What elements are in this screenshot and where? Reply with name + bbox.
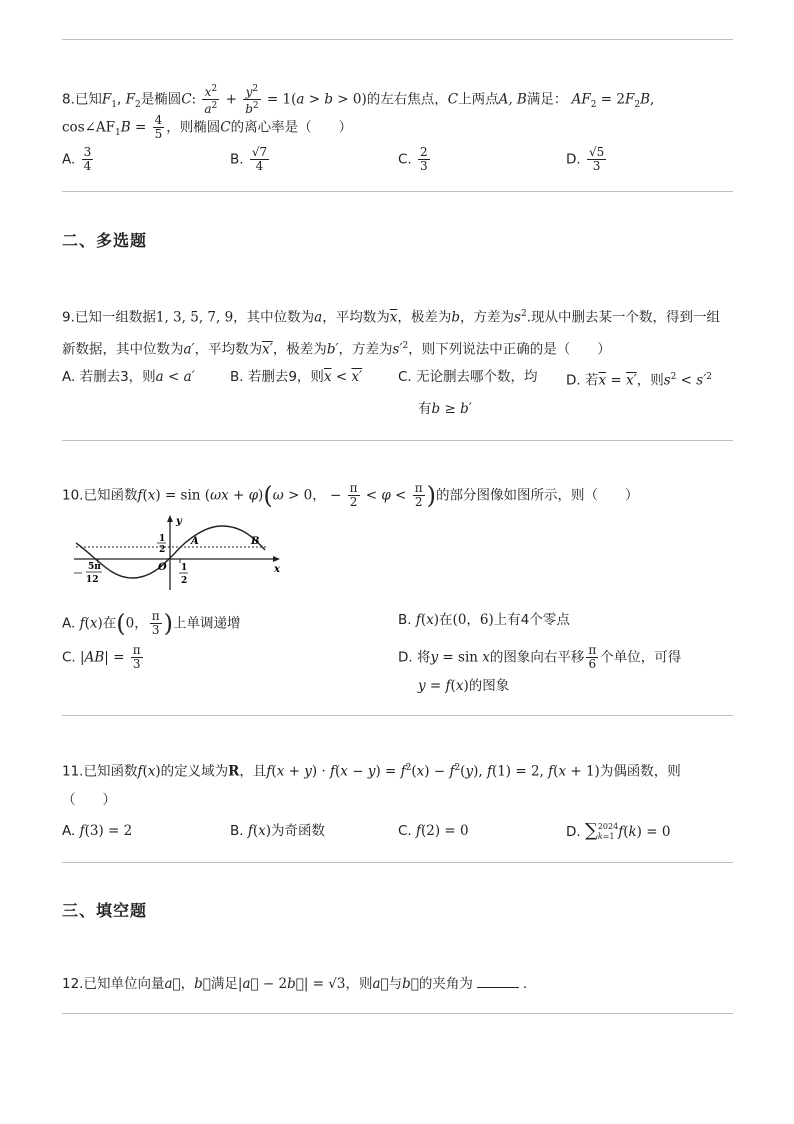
divider-q12 xyxy=(62,1013,733,1014)
q9-line2: 新数据，其中位数为a′，平均数为x′，极差为b′，方差为$s'^2$，则下列说法中正确的是（ ） xyxy=(62,341,611,358)
q9-option-c[interactable]: C. 无论删去哪个数，均 xyxy=(398,369,538,385)
q8-line1: 8.已知$F_1$, $F_2$是椭圆C: $\frac{x^2}{a^2}$ + $\frac{y^2}{b^2}$ = 1(a > b > 0)的左右焦点，C上两点A, B满足： $AF_2 = 2F_2B$, xyxy=(62,84,655,116)
q8-option-a[interactable]: A. $\frac{3}{4}$ xyxy=(62,145,92,173)
x-axis-arrow xyxy=(273,556,280,562)
y-axis-arrow xyxy=(167,515,173,522)
origin-label: O xyxy=(158,562,167,573)
point-b-label: B xyxy=(251,536,260,547)
q11-line1: 11.已知函数f(x)的定义域为R，且$f(x + y) \cdot f(x - y) = f^2(x) - f^2(y)$, f(1) = 2, f(x + 1)为偶函数，则 xyxy=(62,763,681,780)
divider-q10 xyxy=(62,715,733,716)
q8-option-c[interactable]: C. $\frac{2}{3}$ xyxy=(398,145,428,173)
q11-option-c[interactable]: C. f(2) = 0 xyxy=(398,823,469,839)
q8-option-b[interactable]: B. $\frac{√7}{4}$ xyxy=(230,145,268,173)
q10-option-b[interactable]: B. f(x)在(0，6)上有4个零点 xyxy=(398,612,570,628)
point-a-label: A xyxy=(191,536,199,547)
q12-line1: 12.已知单位向量a⃗，b⃗满足|a⃗ − 2b⃗| = √3，则a⃗与b⃗的夹角为 . xyxy=(62,973,527,994)
q11-option-a[interactable]: A. f(3) = 2 xyxy=(62,823,133,839)
pos-tick-num: 1 xyxy=(181,563,188,573)
neg-tick-num: 5π xyxy=(88,562,101,572)
q9-option-b[interactable]: B. 若删去9，则$\overline{x} < x'$ xyxy=(230,369,363,385)
answer-blank[interactable] xyxy=(477,973,519,988)
half-label-den: 2 xyxy=(159,545,166,555)
section-title-multi: 二、多选题 xyxy=(62,231,148,250)
q11-option-d[interactable]: D. ∑ 2024 k=1 f(k) = 0 xyxy=(566,820,671,841)
divider-q8 xyxy=(62,191,733,192)
neg-tick-den: 12 xyxy=(86,575,99,585)
q10-option-d[interactable]: D. 将y = sin x的图象向右平移 $\frac{\pi}{6}$ 个单位，可得 xyxy=(398,643,682,671)
q10-option-c[interactable]: C. |AB| = $\frac{\pi}{3}$ xyxy=(62,643,141,671)
q9-line1: 9.已知一组数据1, 3, 5, 7, 9，其中位数为a，平均数为$\overline{x}$，极差为b，方差为$s^2$.现从中删去某一个数，得到一组 xyxy=(62,309,720,326)
half-label-num: 1 xyxy=(159,534,166,544)
y-label: y xyxy=(176,516,182,527)
section-title-fill: 三、填空题 xyxy=(62,901,148,920)
divider-top xyxy=(62,39,733,40)
q8-option-d[interactable]: D. $\frac{√5}{3}$ xyxy=(566,145,605,173)
function-graph xyxy=(70,512,290,592)
divider-q9 xyxy=(62,440,733,441)
q9-option-d[interactable]: D. 若$\overline{x} = x'$，则$s^2 < s'^2$ xyxy=(566,372,713,389)
q11-line2: （ ） xyxy=(62,792,116,808)
q10-line1: 10.已知函数f(x) = sin (ωx + φ)(ω > 0， − $\frac{\pi}{2}$ < φ < $\frac{\pi}{2}$ )的部分图像如图所示，则（ ） xyxy=(62,481,639,510)
q9-option-c-cont: 有b ≥ b′ xyxy=(418,401,472,417)
q10-option-a[interactable]: A. f(x)在(0， $\frac{\pi}{3}$ )上单调递增 xyxy=(62,609,241,638)
q11-option-b[interactable]: B. f(x)为奇函数 xyxy=(230,823,326,839)
divider-q11 xyxy=(62,862,733,863)
q8-line2: $\cos\angle AF_1B$ = $\frac{4}{5}$ ，则椭圆C的离心率是（ ） xyxy=(62,113,353,141)
pos-tick-den: 2 xyxy=(181,576,188,586)
x-label: x xyxy=(274,564,280,575)
q10-option-d-cont: y = f(x)的图象 xyxy=(418,678,510,694)
q9-option-a[interactable]: A. 若删去3，则a < a′ xyxy=(62,369,195,385)
